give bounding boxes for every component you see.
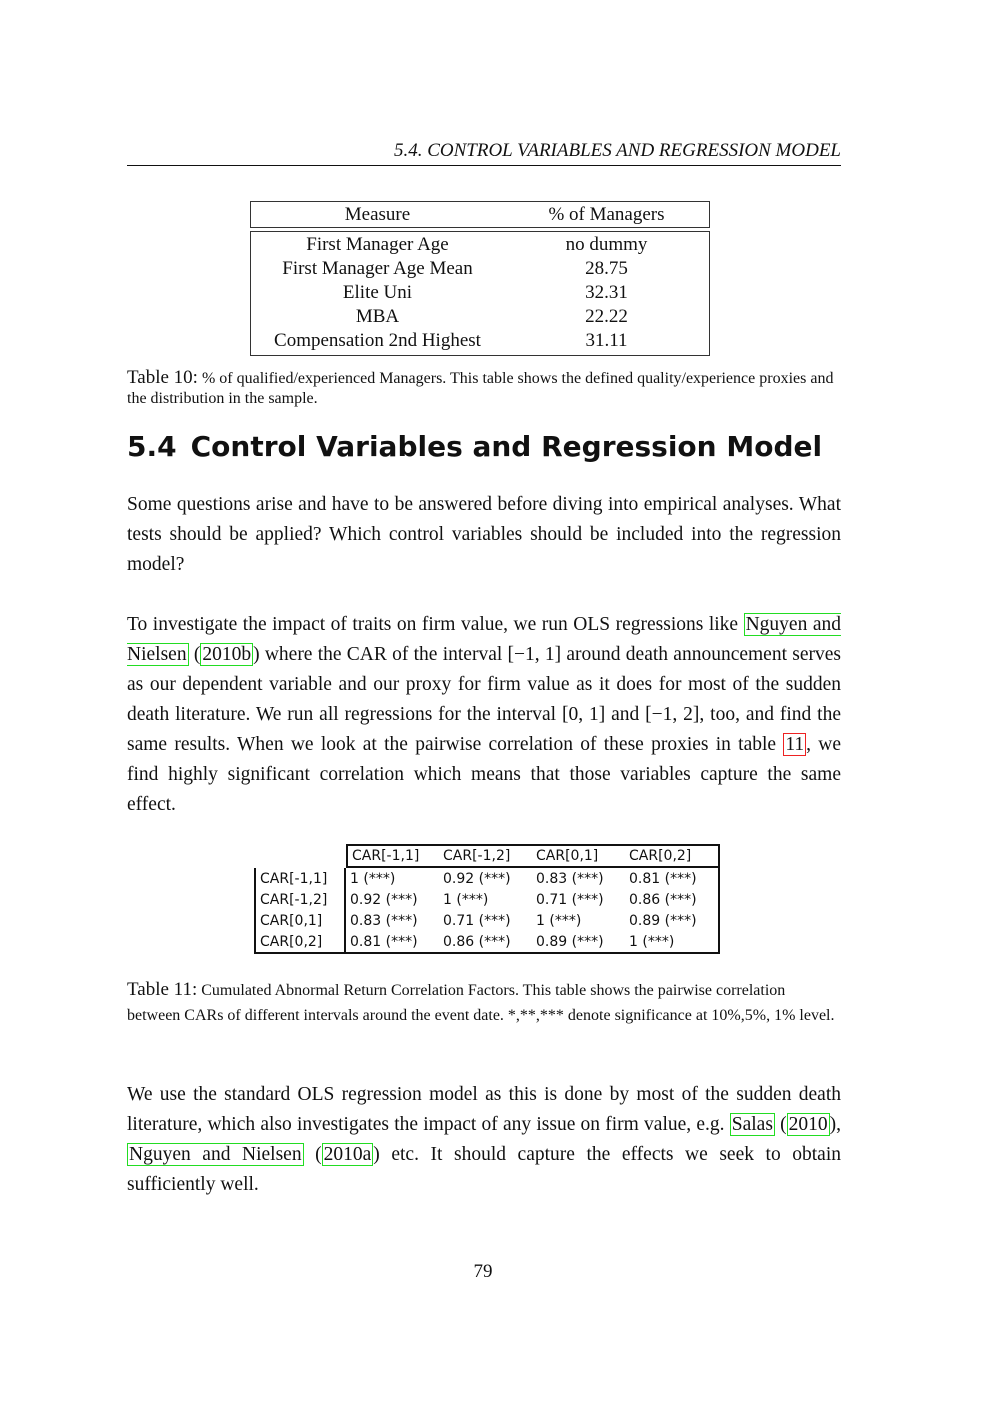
table-11-caption <box>127 977 841 1028</box>
para-lead: To investigate the impact of traits on firm value, we run OLS regressions like <box>127 614 739 635</box>
correlation-cell: 0.86 (***) <box>629 891 697 908</box>
correlation-cell: 0.71 (***) <box>443 912 511 929</box>
value-cell: 32.31 <box>585 282 628 303</box>
value-cell: 22.22 <box>585 306 628 327</box>
table-11-grid <box>254 868 720 954</box>
correlation-cell: 0.83 (***) <box>536 870 604 887</box>
row-label: CAR[0,2] <box>260 933 323 950</box>
correlation-cell: 0.92 (***) <box>443 870 511 887</box>
citation-year-link[interactable]: 2010a <box>323 1144 372 1165</box>
citation-link[interactable]: Nguyen and Nielsen <box>127 614 841 665</box>
table-row <box>346 931 718 952</box>
correlation-cell: 1 (***) <box>536 912 582 929</box>
row-label: CAR[-1,1] <box>260 870 328 887</box>
table-row <box>251 305 709 329</box>
table-body <box>250 231 710 356</box>
row-label: CAR[0,1] <box>260 912 323 929</box>
correlation-cell: 1 (***) <box>350 870 396 887</box>
measure-cell: First Manager Age <box>306 234 449 255</box>
value-cell: 28.75 <box>585 258 628 279</box>
table-row <box>251 329 709 353</box>
table-row <box>346 889 718 910</box>
correlation-cell: 0.86 (***) <box>443 933 511 950</box>
table-row <box>251 257 709 281</box>
correlation-cell: 0.89 (***) <box>629 912 697 929</box>
measure-cell: MBA <box>355 306 400 327</box>
col-header: CAR[-1,2] <box>443 848 511 864</box>
correlation-cell: 0.92 (***) <box>350 891 418 908</box>
table-row <box>346 910 718 931</box>
header-percent-managers: % of Managers <box>548 203 665 225</box>
correlation-cell: 1 (***) <box>629 933 675 950</box>
caption-label: Table 10: <box>127 367 198 388</box>
citation-year-link[interactable]: 2010 <box>788 1114 828 1135</box>
para-lead: We use the standard OLS regression model as this is done by most of the sudden death literature, which also investigates the impact of any issue on firm value, e.g. <box>127 1084 841 1135</box>
para-text: where the CAR of the interval [−1, 1] around death announcement serves as our dependent variable and our proxy for firm value as it does for most of the sudden death literature. We run all regressions for the interval [0, 1] and [−1, 2], too, and find the same results. When we look at the pairwise correlation of these proxies in table <box>127 644 841 755</box>
para-text: , we find highly significant correlation which means that those variables capture the same effect. <box>127 734 841 815</box>
correlation-values <box>346 868 718 952</box>
col-header: CAR[0,1] <box>536 848 599 864</box>
row-label: CAR[-1,2] <box>260 891 328 908</box>
row-labels <box>256 868 346 952</box>
paragraph-2: To investigate the impact of traits on firm value, we run OLS regressions like Nguyen and Nielsen ( 2010b ) where the CAR of the interval [−1, 1] around death announcement serves as our dependent variable and our proxy for firm value as it does for most of the sudden death literature. We run all regressions for the interval [0, 1] and [−1, 2], too, and find the same results. When we look at the pairwise correlation of these proxies in table 11 , we find highly significant correlation which means that those variables capture the same effect. <box>127 614 841 815</box>
section-title: Control Variables and Regression Model <box>190 430 823 463</box>
paragraph-1: Some questions arise and have to be answered before diving into empirical analyses. What tests should be applied? Which control variables should be included into the regression model? <box>127 494 841 575</box>
measure-cell: Compensation 2nd Highest <box>274 330 481 351</box>
caption-text: Cumulated Abnormal Return Correlation Factors. This table shows the pairwise correlation between CARs of different intervals around the event date. *,**,*** denote significance at 10%,5%, 1% level. <box>127 982 835 1024</box>
table-row <box>251 281 709 305</box>
table-reference-link[interactable]: 11 <box>785 734 805 755</box>
correlation-cell: 1 (***) <box>443 891 489 908</box>
table-row <box>251 233 709 257</box>
col-header: CAR[-1,1] <box>346 846 439 866</box>
citation-link[interactable]: Nguyen and Nielsen <box>129 1144 302 1165</box>
header-measure: Measure <box>344 203 411 225</box>
measure-cell: First Manager Age Mean <box>282 258 473 279</box>
correlation-cell: 0.83 (***) <box>350 912 418 929</box>
citation-year-link[interactable]: 2010b <box>202 644 252 665</box>
correlation-cell: 0.89 (***) <box>536 933 604 950</box>
correlation-cell: 0.81 (***) <box>350 933 418 950</box>
col-header: CAR[0,2] <box>629 848 692 864</box>
caption-label: Table 11: <box>127 979 198 1000</box>
section-heading <box>127 430 822 463</box>
section-number: 5.4 <box>127 430 177 463</box>
page-number: 79 <box>473 1261 493 1282</box>
running-head: 5.4. CONTROL VARIABLES AND REGRESSION MODEL <box>127 140 841 166</box>
caption-text: % of qualified/experienced Managers. This table shows the defined quality/experience proxies and the distribution in the sample. <box>127 370 834 407</box>
value-cell: no dummy <box>565 234 648 255</box>
citation-link[interactable]: Salas <box>731 1114 773 1135</box>
table-row <box>346 868 718 889</box>
correlation-cell: 0.71 (***) <box>536 891 604 908</box>
correlation-cell: 0.81 (***) <box>629 870 697 887</box>
table-10 <box>250 201 710 356</box>
table-header <box>250 201 710 228</box>
table-10-caption <box>127 368 841 409</box>
paragraph-3: We use the standard OLS regression model as this is done by most of the sudden death literature, which also investigates the impact of any issue on firm value, e.g. Salas ( 2010 ), Nguyen and Nielsen ( 2010a ) etc. It should capture the effects we seek to obtain sufficiently well. <box>127 1084 842 1195</box>
table-11 <box>254 844 720 954</box>
value-cell: 31.11 <box>585 330 628 351</box>
measure-cell: Elite Uni <box>342 282 413 303</box>
para-tail: etc. It should capture the effects we seek to obtain sufficiently well. <box>127 1144 841 1195</box>
table-11-header <box>346 844 720 868</box>
